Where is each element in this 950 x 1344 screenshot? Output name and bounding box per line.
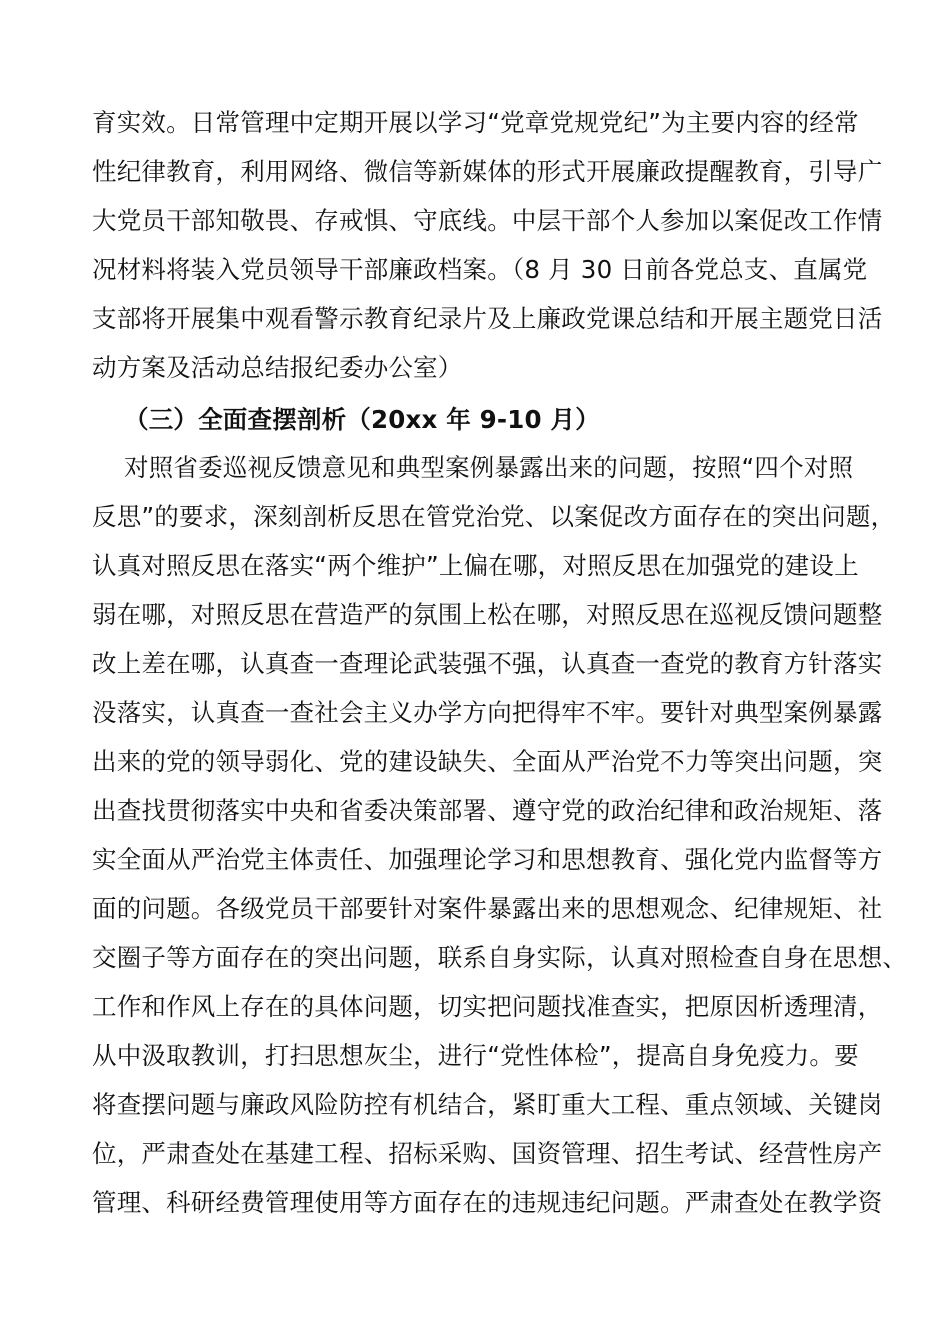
paragraph-line: 出来的党的领导弱化、党的建设缺失、全面从严治党不力等突出问题，突: [92, 747, 883, 776]
paragraph-line: 育实效。日常管理中定期开展以学习“党章党规党纪”为主要内容的经常: [92, 108, 859, 137]
paragraph-line: 位，严肃查处在基建工程、招标采购、国资管理、招生考试、经营性房产: [92, 1139, 883, 1168]
paragraph-line: 性纪律教育，利用网络、微信等新媒体的形式开展廉政提醒教育，引导广: [92, 157, 883, 186]
paragraph-line: 对照省委巡视反馈意见和典型案例暴露出来的问题，按照“四个对照: [124, 453, 854, 482]
paragraph-line: 改上差在哪，认真查一查理论武装强不强，认真查一查党的教育方针落实: [92, 649, 883, 678]
paragraph-line: 认真对照反思在落实“两个维护”上偏在哪，对照反思在加强党的建设上: [92, 551, 859, 580]
paragraph-line: 面的问题。各级党员干部要针对案件暴露出来的思想观念、纪律规矩、社: [92, 894, 883, 923]
paragraph-line: 管理、科研经费管理使用等方面存在的违规违纪问题。严肃查处在教学资: [92, 1188, 883, 1217]
paragraph-line: 出查找贯彻落实中央和省委决策部署、遵守党的政治纪律和政治规矩、落: [92, 796, 883, 825]
paragraph-line: 交圈子等方面存在的突出问题，联系自身实际，认真对照检查自身在思想、: [92, 943, 908, 972]
paragraph-line: 况材料将装入党员领导干部廉政档案。（8 月 30 日前各党总支、直属党: [92, 255, 868, 284]
paragraph-line: 动方案及活动总结报纪委办公室）: [92, 353, 463, 382]
paragraph-line: 工作和作风上存在的具体问题，切实把问题找准查实，把原因析透理清，: [92, 992, 883, 1021]
paragraph-line: 没落实，认真查一查社会主义办学方向把得牢不牢。要针对典型案例暴露: [92, 698, 883, 727]
paragraph-line: 反思”的要求，深刻剖析反思在管党治党、以案促改方面存在的突出问题，: [92, 502, 896, 531]
paragraph-line: 实全面从严治党主体责任、加强理论学习和思想教育、强化党内监督等方: [92, 845, 883, 874]
paragraph-line: 将查摆问题与廉政风险防控有机结合，紧盯重大工程、重点领域、关键岗: [92, 1090, 883, 1119]
paragraph-line: 弱在哪，对照反思在营造严的氛围上松在哪，对照反思在巡视反馈问题整: [92, 600, 883, 629]
section-heading: （三）全面查摆剖析（20xx 年 9-10 月）: [124, 405, 600, 434]
paragraph-line: 支部将开展集中观看警示教育纪录片及上廉政党课总结和开展主题党日活: [92, 304, 883, 333]
paragraph-line: 大党员干部知敬畏、存戒惧、守底线。中层干部个人参加以案促改工作情: [92, 206, 883, 235]
paragraph-line: 从中汲取教训，打扫思想灰尘，进行“党性体检”，提高自身免疫力。要: [92, 1041, 859, 1070]
